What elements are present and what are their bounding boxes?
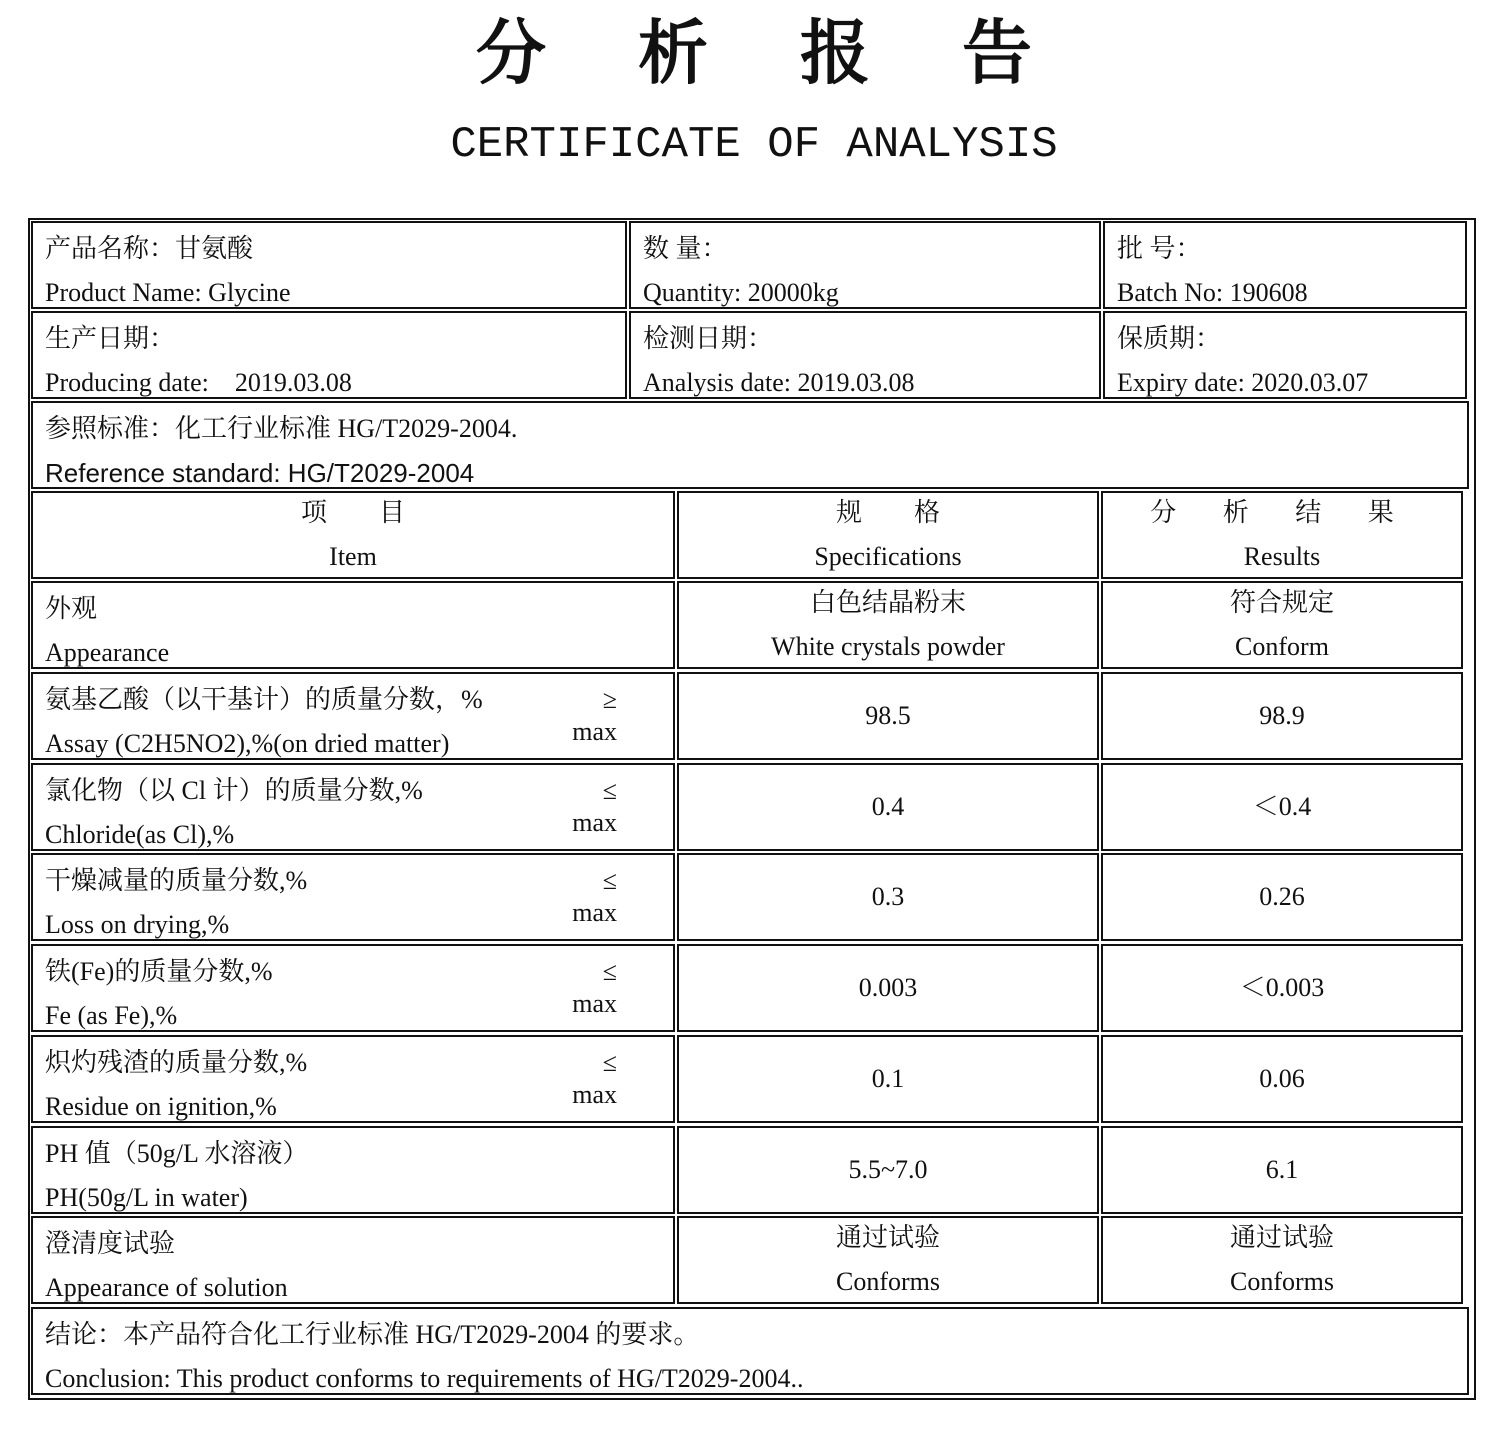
col-item-cn: 项 目 xyxy=(300,498,405,527)
result-value: 通过试验 xyxy=(1229,1223,1334,1253)
batch-en: Batch No: 190608 xyxy=(1117,278,1308,307)
analysis-date-cell xyxy=(629,311,1101,399)
item-name-cn: PH 值（50g/L 水溶液） xyxy=(45,1138,309,1168)
item-name-en: Appearance xyxy=(45,638,170,667)
col-spec-cn: 规 格 xyxy=(835,498,940,527)
item-name-en: Fe (as Fe),% xyxy=(45,1001,178,1030)
spec-value: 0.4 xyxy=(871,791,905,821)
item-cell xyxy=(31,1216,675,1304)
result-value: 符合规定 xyxy=(1229,588,1334,617)
col-header-spec xyxy=(677,491,1099,579)
result-value: 98.9 xyxy=(1259,700,1305,730)
item-name-cn: 澄清度试验 xyxy=(45,1229,176,1259)
spec-cell xyxy=(677,1126,1099,1214)
col-result-en: Results xyxy=(1243,542,1321,571)
producing-date-en: Producing date: 2019.03.08 xyxy=(45,368,352,397)
conclusion-en: Conclusion: This product conforms to requirements of HG/T2029-2004.. xyxy=(45,1364,804,1393)
batch-cell xyxy=(1103,221,1467,309)
result-value: ＜0.003 xyxy=(1239,973,1325,1002)
result-value-en: Conform xyxy=(1235,632,1329,661)
quantity-cell xyxy=(629,221,1101,309)
item-name-en: PH(50g/L in water) xyxy=(45,1182,248,1212)
limit-max-label: max xyxy=(572,989,617,1018)
result-value: ＜0.4 xyxy=(1252,791,1312,821)
col-spec-en: Specifications xyxy=(814,542,962,571)
limit-sign: ≤ xyxy=(602,775,617,805)
column-header-row xyxy=(30,490,1474,580)
item-name-cn: 炽灼残渣的质量分数,% xyxy=(45,1047,308,1077)
producing-date-cell xyxy=(31,311,627,399)
result-value: 0.06 xyxy=(1259,1063,1305,1093)
product-name-cell xyxy=(31,221,627,309)
col-header-item xyxy=(31,491,675,579)
spec-cell xyxy=(677,581,1099,669)
item-name-en: Assay (C2H5NO2),%(on dried matter) xyxy=(45,728,450,758)
spec-cell xyxy=(677,763,1099,851)
table-row xyxy=(30,852,1474,942)
item-cell xyxy=(31,853,675,941)
item-name-en: Appearance of solution xyxy=(45,1273,288,1303)
certificate-table xyxy=(28,218,1476,1400)
product-name-en: Product Name: Glycine xyxy=(45,278,291,307)
spec-cell xyxy=(677,944,1099,1032)
analysis-date-cn: 检测日期： xyxy=(643,324,774,353)
result-cell xyxy=(1101,1126,1463,1214)
table-row xyxy=(30,943,1474,1033)
limit-sign: ≥ xyxy=(602,684,617,714)
item-cell xyxy=(31,672,675,760)
header-row-1 xyxy=(30,220,1474,310)
producing-date-cn: 生产日期： xyxy=(45,324,176,353)
item-name-en: Loss on drying,% xyxy=(45,910,230,940)
spec-value: 5.5~7.0 xyxy=(848,1154,928,1184)
expiry-date-cell xyxy=(1103,311,1467,399)
reference-cn: 参照标准：化工行业标准 HG/T2029-2004. xyxy=(45,414,518,443)
spec-value: 0.003 xyxy=(858,973,918,1002)
report-title-cn: 分析报告 xyxy=(476,12,1124,94)
report-title-en: CERTIFICATE OF ANALYSIS xyxy=(450,120,1058,170)
quantity-en: Quantity: 20000kg xyxy=(643,278,839,307)
spec-value-en: White crystals powder xyxy=(771,632,1005,661)
limit-max-label: max xyxy=(572,807,617,837)
product-name-cn: 产品名称：甘氨酸 xyxy=(45,234,254,263)
spec-cell xyxy=(677,853,1099,941)
item-name-en: Chloride(as Cl),% xyxy=(45,819,235,849)
reference-row xyxy=(30,400,1474,490)
item-name-cn: 干燥减量的质量分数,% xyxy=(45,866,308,896)
item-cell xyxy=(31,1035,675,1123)
limit-max-label: max xyxy=(572,716,617,746)
item-name-cn: 氯化物（以 Cl 计）的质量分数,% xyxy=(45,775,423,805)
analysis-date-en: Analysis date: 2019.03.08 xyxy=(643,368,915,397)
spec-value: 98.5 xyxy=(865,700,911,730)
spec-cell xyxy=(677,1035,1099,1123)
col-item-en: Item xyxy=(329,542,377,571)
item-cell xyxy=(31,763,675,851)
table-row xyxy=(30,580,1474,670)
conclusion-cell xyxy=(31,1307,1469,1395)
table-row xyxy=(30,762,1474,852)
result-cell xyxy=(1101,581,1463,669)
result-cell xyxy=(1101,1035,1463,1123)
limit-sign: ≤ xyxy=(602,957,617,986)
batch-cn: 批 号： xyxy=(1117,234,1202,263)
spec-value: 0.1 xyxy=(871,1063,905,1093)
expiry-date-cn: 保质期： xyxy=(1117,324,1222,353)
result-value-en: Conforms xyxy=(1230,1267,1334,1297)
result-cell xyxy=(1101,1216,1463,1304)
item-name-cn: 铁(Fe)的质量分数,% xyxy=(45,957,273,986)
expiry-date-en: Expiry date: 2020.03.07 xyxy=(1117,368,1369,397)
quantity-cn: 数 量： xyxy=(643,234,728,263)
spec-value: 通过试验 xyxy=(835,1223,940,1253)
spec-value: 0.3 xyxy=(871,882,905,912)
result-cell xyxy=(1101,763,1463,851)
spec-value: 白色结晶粉末 xyxy=(809,588,966,617)
spec-cell xyxy=(677,1216,1099,1304)
table-row xyxy=(30,671,1474,761)
table-row xyxy=(30,1034,1474,1124)
table-row xyxy=(30,1215,1474,1305)
reference-cell xyxy=(31,401,1469,489)
item-cell xyxy=(31,1126,675,1214)
result-cell xyxy=(1101,853,1463,941)
item-name-cn: 外观 xyxy=(45,594,98,623)
limit-sign: ≤ xyxy=(602,866,617,896)
item-name-cn: 氨基乙酸（以干基计）的质量分数，% xyxy=(45,684,483,714)
spec-value-en: Conforms xyxy=(836,1267,940,1297)
conclusion-cn: 结论：本产品符合化工行业标准 HG/T2029-2004 的要求。 xyxy=(45,1320,700,1349)
limit-max-label: max xyxy=(572,1079,617,1109)
reference-en: Reference standard: HG/T2029-2004 xyxy=(45,458,475,488)
col-header-result xyxy=(1101,491,1463,579)
header-row-2 xyxy=(30,310,1474,400)
col-result-cn: 分 析 结 果 xyxy=(1150,498,1414,527)
result-value: 0.26 xyxy=(1259,882,1305,912)
item-name-en: Residue on ignition,% xyxy=(45,1091,277,1121)
table-row xyxy=(30,1125,1474,1215)
spec-cell xyxy=(677,672,1099,760)
result-cell xyxy=(1101,944,1463,1032)
result-cell xyxy=(1101,672,1463,760)
limit-sign: ≤ xyxy=(602,1047,617,1077)
conclusion-row xyxy=(30,1306,1474,1396)
limit-max-label: max xyxy=(572,898,617,928)
result-value: 6.1 xyxy=(1265,1154,1299,1184)
item-cell xyxy=(31,581,675,669)
item-cell xyxy=(31,944,675,1032)
